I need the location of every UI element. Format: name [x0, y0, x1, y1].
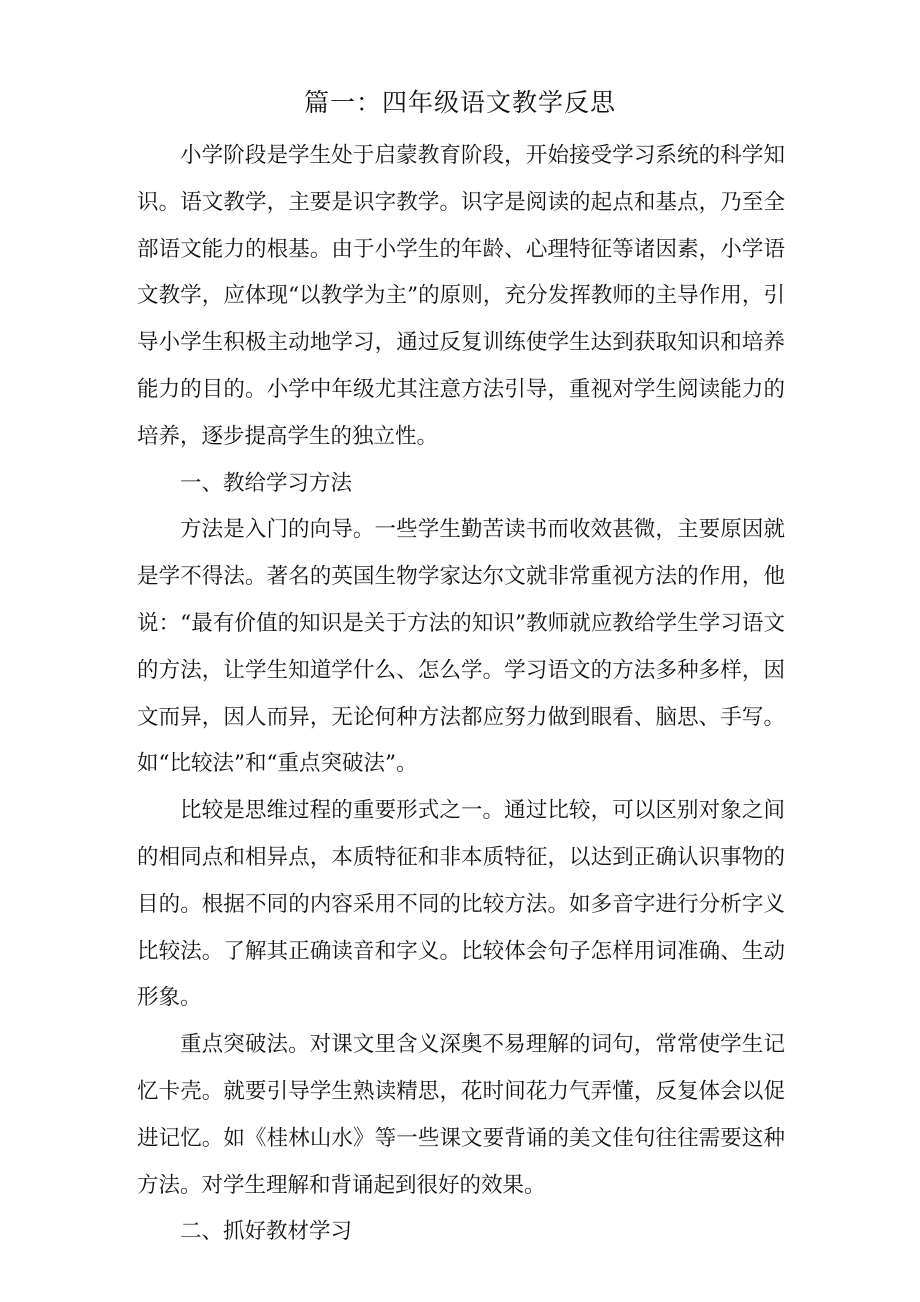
document-body [137, 133, 785, 1256]
paragraph-method: 方法是入门的向导。一些学生勤苦读书而收效甚微，主要原因就是学不得法。著名的英国生物学家达尔文就非常重视方法的作用，他说：“最有价值的知识是关于方法的知识”教师就应教给学生学习语文的方法，让学生知道学什么、怎么学。学习语文的方法多种多样，因文而异，因人而异，无论何种方法都应努力做到眼看、脑思、手写。如“比较法”和“重点突破法”。 [137, 517, 785, 777]
section-heading-1: 一、教给学习方法 [180, 470, 353, 496]
paragraph-key-breakthrough: 重点突破法。对课文里含义深奥不易理解的词句，常常使学生记忆卡壳。就要引导学生熟读精思，花时间花力气弄懂，反复体会以促进记忆。如《桂林山水》等一些课文要背诵的美文佳句往往需要这种方法。对学生理解和背诵起到很好的效果。 [137, 1032, 785, 1198]
document-title: 篇一：四年级语文教学反思 [303, 88, 616, 117]
paragraph-comparison: 比较是思维过程的重要形式之一。通过比较，可以区别对象之间的相同点和相异点，本质特征和非本质特征，以达到正确认识事物的目的。根据不同的内容采用不同的比较方法。如多音字进行分析字义比较法。了解其正确读音和字义。比较体会句子怎样用词准确、生动形象。 [137, 798, 785, 1011]
paragraph-intro: 小学阶段是学生处于启蒙教育阶段，开始接受学习系统的科学知识。语文教学，主要是识字教学。识字是阅读的起点和基点，乃至全部语文能力的根基。由于小学生的年龄、心理特征等诸因素，小学语文教学，应体现“以教学为主”的原则，充分发挥教师的主导作用，引导小学生积极主动地学习，通过反复训练使学生达到获取知识和培养能力的目的。小学中年级尤其注意方法引导，重视对学生阅读能力的培养，逐步提高学生的独立性。 [137, 143, 785, 449]
section-heading-2: 二、抓好教材学习 [180, 1219, 353, 1245]
